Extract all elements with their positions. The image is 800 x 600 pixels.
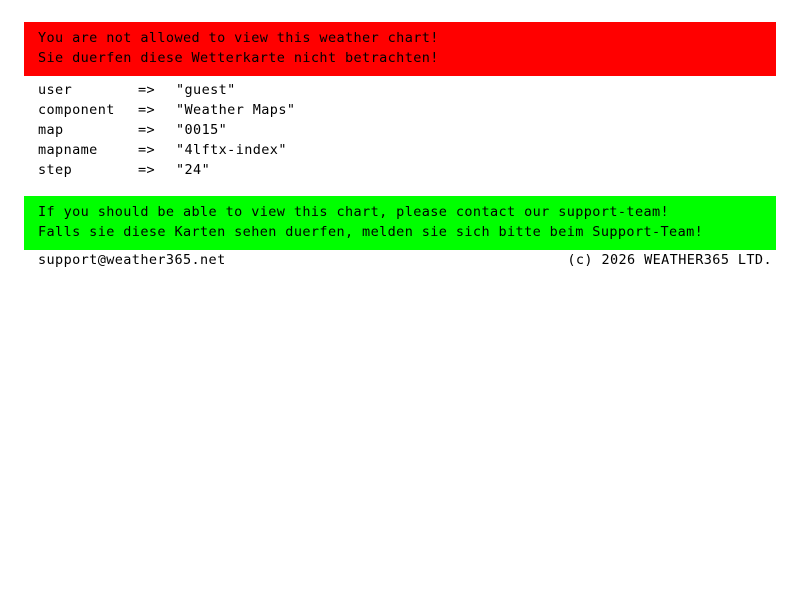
error-banner-line-de: Sie duerfen diese Wetterkarte nicht betrachten! [38, 50, 439, 66]
parameter-key: user [38, 82, 73, 98]
parameter-arrow: => [138, 162, 156, 178]
parameter-key: step [38, 162, 73, 178]
error-banner-line-en: You are not allowed to view this weather chart! [38, 30, 439, 46]
parameter-value: "Weather Maps" [176, 102, 296, 118]
support-banner [24, 196, 776, 250]
parameter-arrow: => [138, 122, 156, 138]
parameter-arrow: => [138, 142, 156, 158]
support-banner-line-de: Falls sie diese Karten sehen duerfen, melden sie sich bitte beim Support-Team! [38, 224, 704, 240]
parameter-row-step [38, 160, 638, 180]
parameter-value: "0015" [176, 122, 228, 138]
support-banner-line-en: If you should be able to view this chart, please contact our support-team! [38, 204, 670, 220]
error-banner [24, 22, 776, 76]
footer [38, 250, 772, 270]
parameter-row-component [38, 100, 638, 120]
parameter-row-mapname [38, 140, 638, 160]
support-email-link[interactable]: support@weather365.net [38, 252, 226, 268]
parameter-key: mapname [38, 142, 98, 158]
parameter-key: component [38, 102, 115, 118]
parameter-list [38, 80, 638, 180]
copyright-text: (c) 2026 WEATHER365 LTD. [567, 252, 772, 268]
parameter-key: map [38, 122, 64, 138]
parameter-arrow: => [138, 102, 156, 118]
parameter-value: "guest" [176, 82, 236, 98]
parameter-value: "24" [176, 162, 211, 178]
parameter-row-map [38, 120, 638, 140]
parameter-value: "4lftx-index" [176, 142, 287, 158]
parameter-row-user [38, 80, 638, 100]
parameter-arrow: => [138, 82, 156, 98]
